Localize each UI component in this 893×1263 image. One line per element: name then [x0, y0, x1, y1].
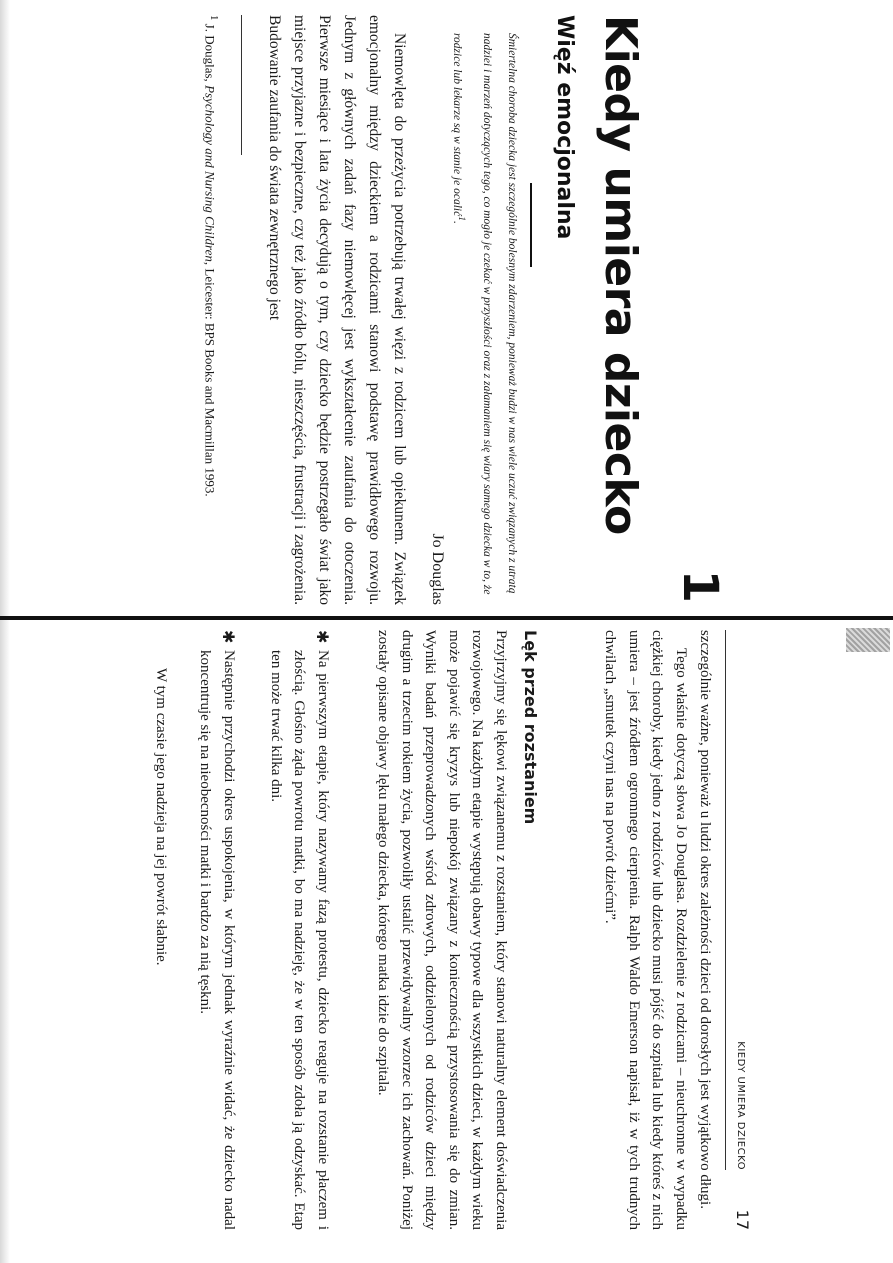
chapter-rule — [530, 183, 532, 267]
footnote-rule — [241, 15, 242, 155]
scan-edge — [0, 0, 10, 1263]
bullet-text: Następnie przychodzi okres uspokojenia, w którym jednak wyraźnie widać, że dziecko nadal koncentruje się na nieobecności matki i bardzo za nią tęskni. — [197, 650, 237, 1230]
epigraph-author: Jo Douglas — [428, 533, 446, 605]
page-bottom — [152, 630, 752, 1230]
footnote-work: Psychology and Nursing Children — [202, 85, 218, 262]
epigraph-text: Śmiertelna choroba dziecka jest szczególnie bolesnym zdarzeniem, ponieważ budzi w nas wiele uczuć związanych z utratą nadziei i marzeń dotyczących tego, co mogło je czekać w przyszłości oraz z załamaniem się wiary samego dziecka w to, że rodzice lub lekarze są w stanie je ocalić — [450, 33, 518, 595]
bullet-star-icon: ✱ — [218, 630, 238, 644]
paragraph-douglas: Tego właśnie dotyczą słowa Jo Douglasa. Rozdzielenie z rodzicami – nieuchronne w wypadku ciężkiej choroby, kiedy jedno z rodziców lub dziecko musi pójść do szpitala lub kiedy któreś z nich umiera – jest źródłem ogromnego cierpienia. Ralph Waldo Emerson napisał, iż w tych trudnych chwilach „smutek czyni nas na powrót dziećmi”. — [602, 630, 689, 1230]
paragraph-separation: Przyjrzyjmy się lękowi związanemu z rozstaniem, który stanowi naturalny element doświadczenia rozwojowego. Na każdym etapie występują obawy typowe dla wszystkich dzieci, w każdym wieku może pojawić się kryzys lub niepokój związany z koniecznością przystosowania się do zmian. Wyniki badań przeprowadzonych wśród zdrowych, oddzielonych od rodziców dzieci między drugim a trzecim rokiem życia, pozwoliły ustalić przewidywalny wzorzec ich zachowań. Poniżej zostały opisane objawy lęku małego dziecka, którego matka idzie do szpitala. — [375, 630, 509, 1230]
scan-smudge — [846, 628, 890, 652]
epigraph-end: . — [450, 221, 463, 224]
bullet-item-calm — [193, 630, 240, 1230]
footnote — [199, 15, 223, 605]
epigraph-footnote-ref: 1 — [455, 216, 467, 222]
footnote-author: J. Douglas, — [202, 23, 218, 82]
page-top — [182, 15, 742, 605]
paragraph-last: W tym czasie jego nadzieja na jej powrót słabnie. — [152, 668, 169, 966]
chapter-number: 1 — [671, 569, 728, 603]
epigraph — [444, 33, 524, 605]
footnote-rest: , Leicester: BPS Books and Macmillan 1993. — [202, 261, 218, 497]
chapter-title: Kiedy umiera dziecko — [594, 15, 646, 535]
running-title: KIEDY UMIERA DZIECKO — [734, 1041, 746, 1170]
footnote-marker: 1 — [207, 15, 220, 21]
body-paragraph-top: Niemowlęta do przeżycia potrzebują trwałej więzi z rodzicem lub opiekunem. Związek emocjonalny między dzieckiem a rodzicami stanowi podstawę prawidłowego rozwoju. Jednym z głównych zadań fazy niemowlęcej jest wykształcenie zaufania do otoczenia. Pierwsze miesiące i lata życia decydują o tym, czy dziecko będzie postrzegało świat jako miejsce przyjazne i bezpieczne, czy też jako źródło bólu, nieszczęścia, frustracji i zagrożenia. Budowanie zaufania do świata zewnętrznego jest — [265, 15, 408, 605]
page-number: 17 — [732, 1209, 752, 1230]
page-divider — [0, 616, 893, 620]
paragraph-continue: szczególnie ważne, ponieważ u ludzi okres zależności dzieci od dorosłych jest wyjątkowo długi. — [696, 630, 713, 1209]
running-head — [730, 630, 752, 1230]
section-title-separation-anxiety: Lęk przed rozstaniem — [520, 630, 540, 825]
bullet-text: Na pierwszym etapie, który nazywamy fazą protestu, dziecko reaguje na rozstanie płaczem i złością. Głośno żąda powrotu matki, bo ma nadzieję, że w ten sposób zdoła ją odzyskać. Etap ten może trwać kilka dni. — [267, 650, 331, 1230]
header-rule — [725, 630, 726, 1170]
bullet-star-icon: ✱ — [312, 630, 332, 644]
section-title-emotional-bond: Więź emocjonalna — [551, 15, 577, 240]
bullet-item-protest — [263, 630, 334, 1230]
